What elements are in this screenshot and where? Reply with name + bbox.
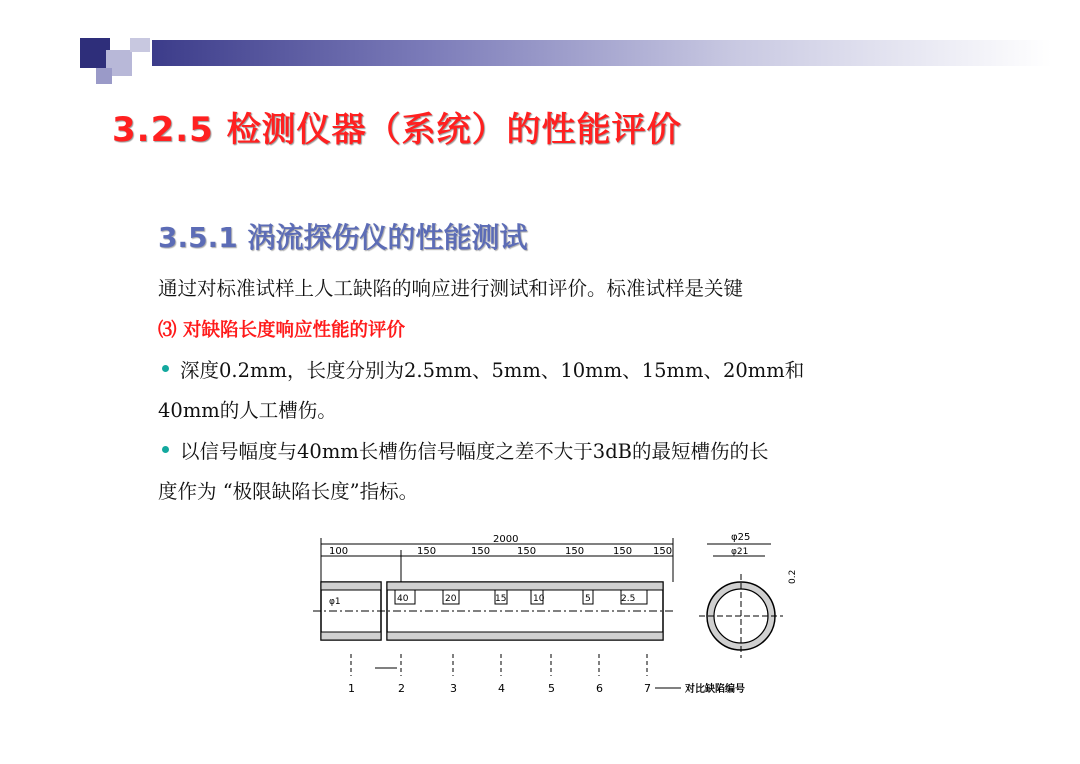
defect-3: 3 — [450, 682, 457, 695]
defect-1: 1 — [348, 682, 355, 695]
dim-150-b: 150 — [471, 546, 491, 557]
inner-diameter: φ21 — [731, 547, 749, 557]
defect-4: 4 — [498, 682, 505, 695]
dim-150-c: 150 — [517, 546, 537, 557]
defect-5: 5 — [548, 682, 555, 695]
dim-2000: 2000 — [493, 534, 519, 545]
header-square-small — [96, 68, 112, 84]
dim-150-d: 150 — [565, 546, 585, 557]
bullet2-line1: 以信号幅度与40mm长槽伤信号幅度之差不大于3dB的最短槽伤的长 — [180, 440, 769, 463]
defect-6: 6 — [596, 682, 603, 695]
slot-40: 40 — [397, 594, 409, 604]
header-square-mid — [130, 38, 150, 52]
slot-2-5: 2.5 — [621, 594, 636, 604]
hole-phi1: φ1 — [329, 597, 341, 607]
header-gradient-bar — [152, 40, 1052, 66]
slide-subtitle: 3.5.1 涡流探伤仪的性能测试 — [158, 221, 528, 254]
bullet1-line2: 40mm的人工槽伤。 — [158, 399, 337, 422]
bullet1-line1: 深度0.2mm，长度分别为2.5mm、5mm、10mm、15mm、20mm和 — [180, 359, 805, 382]
slot-15: 15 — [495, 594, 507, 604]
slot-10: 10 — [533, 594, 545, 604]
dim-150-a: 150 — [417, 546, 437, 557]
standard-sample-drawing — [303, 520, 815, 702]
bullet-dot — [162, 446, 169, 453]
bullet-dot — [162, 365, 169, 372]
intro-text: 通过对标准试样上人工缺陷的响应进行测试和评价。标准试样是关键 — [158, 277, 744, 300]
slot-5: 5 — [585, 594, 591, 604]
depth-label: 0.2 — [788, 569, 798, 584]
defect-7: 7 — [644, 682, 651, 695]
slot-20: 20 — [445, 594, 457, 604]
defect-2: 2 — [398, 682, 405, 695]
dim-150-f: 150 — [653, 546, 673, 557]
slide-title: 3.2.5 检测仪器（系统）的性能评价 — [112, 110, 682, 150]
dim-100: 100 — [329, 546, 349, 557]
section-heading: ⑶ 对缺陷长度响应性能的评价 — [158, 320, 405, 341]
outer-diameter: φ25 — [731, 532, 751, 543]
dim-150-e: 150 — [613, 546, 633, 557]
defect-caption: 对比缺陷编号 — [685, 684, 745, 695]
bullet2-line2: 度作为 “极限缺陷长度”指标。 — [158, 480, 419, 503]
